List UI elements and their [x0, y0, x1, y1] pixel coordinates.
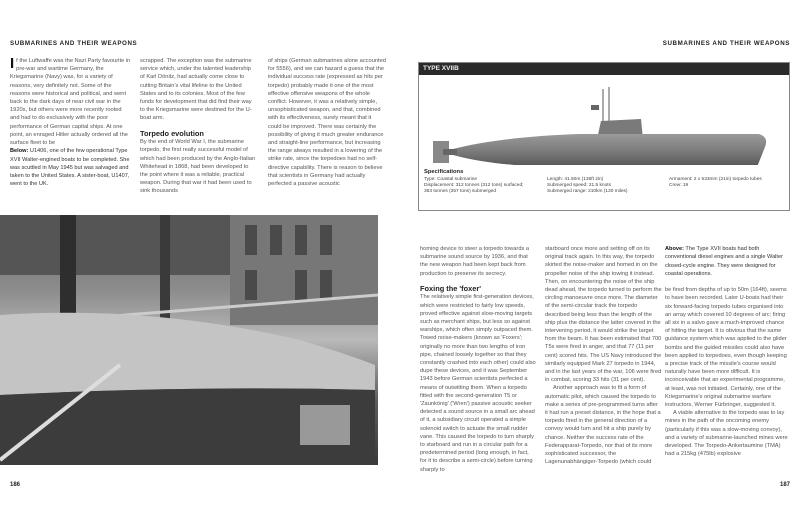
specifications-heading: Specifications: [424, 169, 464, 175]
spec-column-1: [424, 177, 523, 196]
drop-cap: I: [10, 55, 15, 72]
paragraph: The relatively simple first-generation devices, which were restricted to fairly low speeds, proved effective against slow-moving targets such as merchant ships, but less so against warships, which often simply outpaced them. Towed noise-makers (known as 'Foxers'; originally no more than two lengths of iron pipe, chained loosely together so that they constantly crashed into each other) could also dupe these devices, and it was September 1943 before German scientists perfected a means of outwitting them. When a torpedo fitted with the second-generation T5 or 'Zaunkönig' ('Wren') passive acoustic seeker detected a sound source in a small arc ahead of it, a subsidiary circuit operated a simple solenoid switch to actuate the small rudder vane. This caused the torpedo to turn sharply to starboard and run in a circular path for a predetermined period (long enough, in fact, for it to describe a semi-circle) before turning sharply to: [420, 294, 536, 473]
right-column-3: [665, 245, 789, 458]
intro-paragraph: If the Luftwaffe was the Nazi Party favourite in pre-war and wartime Germany, the Kriegsmarine (Navy) was, for a variety of reasons, very definitely not. Some of the reasons were historical and political, and went back to the dark days of near civil war in the 1920s, but others were more recently rooted and had to do exclusively with the poor performance of German capital ships. At one point, an enraged Hitler actually ordered all the surface fleet to be: [10, 55, 131, 147]
running-head-left: SUBMARINES AND THEIR WEAPONS: [10, 40, 138, 47]
running-head-right: SUBMARINES AND THEIR WEAPONS: [662, 40, 790, 47]
left-column-2: [140, 57, 257, 196]
paragraph: Another approach was to fit a form of automatic pilot, which caused the torpedo to make a series of pre-programmed turns after it had run a preset distance, in the hope that a torpedo fired in the general direction of a convoy would turn and hit a ship purely by chance. Neither the success rate of the Federapparat-Torpedo, nor that of its more sophisticated successor, the Lagenunabhängiger-Torpedo (which could: [545, 385, 661, 466]
page-number-right: 187: [779, 482, 790, 488]
spec-range: Submerged range: 210km (130 miles): [547, 189, 628, 195]
submarine-profile-illustration: [429, 79, 781, 165]
spec-armament: Armament: 2 x 533mm (21in) torpedo tubes: [669, 177, 762, 182]
paragraph: By the end of World War I, the submarine torpedo, the first really successful model of which had been produced by the Anglo-Italian Whitehead in 1868, had been developed to the point where it was a reliable, practical weapon. During that war it had been used to sink thousands: [140, 139, 256, 195]
spec-length: Length: 41.50m (136ft 2in): [547, 177, 604, 182]
spec-speed: Submerged speed: 21.5 knots: [547, 183, 612, 189]
paragraph: of ships (German submarines alone accounted for 5556), and we can hazard a guess that the individual success rate (expressed as hits per torpedo) probably made it one of the most effective offensive weapons of the whole conflict. However, it was a relatively simple, unsophisticated weapon, and that, combined with its effectiveness, surely meant that it could be improved. There was certainly the possibility of giving it much greater endurance and straight-line performance, but increasing the range always resulted in a lowering of the strike rate, since the torpedoes had no self-directive capability. There is reason to believe that scientists in Germany had actually perfected a passive acoustic: [268, 58, 386, 188]
paragraph: A viable alternative to the torpedo was to lay mines in the path of the oncoming enemy (particularly if this was a slow-moving convoy), and a variety of submarine-launched mines were developed. The Torpedo-Ankertaumine (TMA) had a 215kg (475lb) explosive: [665, 410, 788, 458]
spec-crew: Crew: 19: [669, 183, 689, 189]
paragraph: be fired from depths of up to 50m (164ft), seems to have been recorded. Later U-boats had their six forward-facing torpedo tubes organised into an array which covered 10 degrees of arc; firing all six in a salvo gave a much-improved chance of hitting the target. It is obvious that the same guidance system which was applied to the glider bombs and the guided missiles could also have been applied to torpedoes, even though keeping a precise track of the missile's course would naturally have been more difficult. It is inconceivable that an experimental programme, at least, was not initiated. Certainly, one of the Kriegsmarine's original submarine warfare instructors, Werner Fürbringer, suggested it.: [665, 287, 787, 409]
left-column-1: [10, 57, 132, 189]
spec-type: Type: Coastal submarine: [424, 177, 478, 182]
right-column-2: [545, 245, 662, 466]
spec-box: [418, 62, 790, 211]
spec-displacement: Displacement: 312 tonnes (312 tons) surfaced;: [424, 183, 524, 189]
spec-column-2: [547, 177, 628, 196]
spec-column-3: [669, 177, 762, 189]
paragraph: starboard once more and setting off on its original track again. In this way, the torpedo skirted the noise-maker and homed in on the propeller noise of the ship towing it instead. Then, on encountering the noise of the ship dead ahead, the torpedo turned to perform the circling manoeuvre once more. The diameter of the semi-circular track the torpedo described being less than the length of the ship plus the distance the latter covered in the intervening period, it would strike the target from the beam. It has been estimated that 700 T5s were fired in anger, and that 77 (11 per cent) scored hits. The US Navy introduced the similarly equipped Mark 27 torpedo in 1944, and in the last years of the war, 106 were fired in combat, scoring 33 hits (31 per cent).: [545, 246, 662, 384]
right-column-1: [420, 245, 536, 474]
left-column-3: [268, 57, 386, 188]
photo-caption: Below: U1406, one of the few operational Type XVII Walter-engined boats to be completed. She was scuttled in May 1945 but was salvaged and taken to the United States. A sister-boat, U1407, went to the UK.: [10, 148, 130, 188]
paragraph: homing device to steer a torpedo towards a submarine sound source by 1936, and that the new weapon had been kept back from production to preserve its secrecy.: [420, 246, 530, 277]
illustration-caption: Above: The Type XVII boats had both conventional diesel engines and a single Walter closed-cycle engine. They were designed for coastal operations.: [665, 246, 783, 277]
submarine-photo: [0, 215, 378, 465]
paragraph: scrapped. The exception was the submarine service which, under the talented leadership of Karl Dönitz, had actually come close to cutting Britain's vital lifeline to the United States and to its colonies. Most of the few funds for development that did find their way to the Kriegsmarine were destined for the U-boat arm.: [140, 58, 252, 122]
spec-displacement-submerged: 363 tonnes (357 tons) submerged: [424, 189, 497, 195]
page-number-left: 186: [10, 482, 21, 488]
section-heading: Foxing the 'foxer': [420, 283, 482, 293]
spec-box-title: TYPE XVIIB: [419, 63, 789, 75]
section-heading: Torpedo evolution: [140, 128, 204, 138]
photo-illustration: [0, 215, 378, 465]
